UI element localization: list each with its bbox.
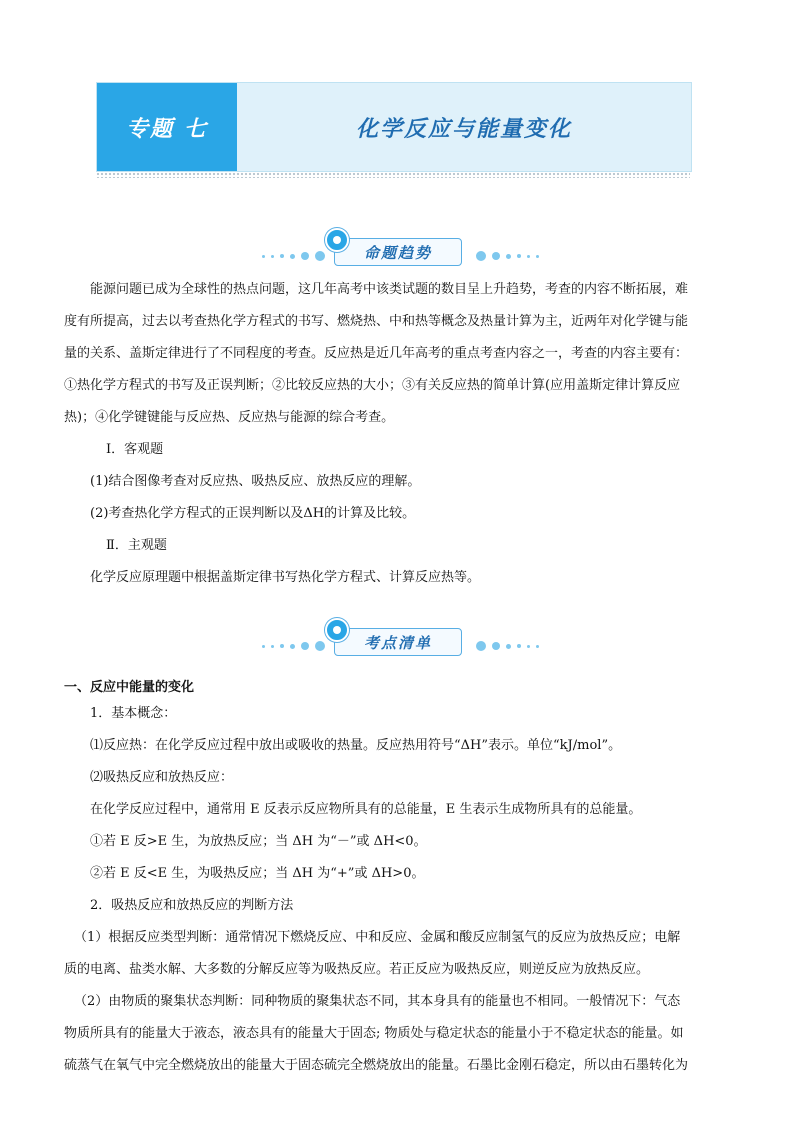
paragraph-line: ①若 E 反>E 生，为放热反应；当 ΔH 为“－”或 ΔH<0。 xyxy=(90,834,427,849)
topic-number: 专题 七 xyxy=(97,83,237,171)
right-dots-decoration xyxy=(476,250,539,262)
paragraph-line: 2．吸热反应和放热反应的判断方法 xyxy=(90,898,294,913)
eye-icon xyxy=(325,228,349,252)
paragraph-line: 质的电离、盐类水解、大多数的分解反应等为吸热反应。若正反应为吸热反应，则逆反应为放热反应。 xyxy=(64,962,650,977)
list-item: 化学反应原理题中根据盖斯定律书写热化学方程式、计算反应热等。 xyxy=(90,570,481,585)
paragraph-line: ⑴反应热：在化学反应过程中放出或吸收的热量。反应热用符号“ΔH”表示。单位“kJ/mol”。 xyxy=(90,738,622,753)
list-item: (2)考查热化学方程式的正误判断以及ΔH的计算及比较。 xyxy=(90,506,416,521)
section-header-trends xyxy=(0,228,794,272)
banner-dotted-divider xyxy=(96,172,690,178)
paragraph-line: 能源问题已成为全球性的热点问题，这几年高考中该类试题的数目呈上升趋势，考查的内容不断拓展，难 xyxy=(90,282,689,297)
subheading-subjective: Ⅱ．主观题 xyxy=(106,538,167,553)
paragraph-line: 物质所具有的能量大于液态，液态具有的能量大于固态; 物质处与稳定状态的能量小于不稳定状态的能量。如 xyxy=(64,1026,684,1041)
right-dots-decoration xyxy=(476,640,539,652)
paragraph-line: 度有所提高，过去以考查热化学方程式的书写、燃烧热、中和热等概念及热量计算为主，近两年对化学键与能 xyxy=(64,314,689,329)
paragraph-line: （2）由物质的聚集状态判断：同种物质的聚集状态不同，其本身具有的能量也不相同。一般情况下：气态 xyxy=(74,994,681,1009)
paragraph-line: 在化学反应过程中，通常用 E 反表示反应物所具有的总能量，E 生表示生成物所具有的总能量。 xyxy=(90,802,642,817)
paragraph-line: 热)；④化学键键能与反应热、反应热与能源的综合考查。 xyxy=(64,410,395,425)
topic-banner xyxy=(96,82,692,172)
paragraph-line: 1．基本概念： xyxy=(90,706,177,721)
paragraph-line: 硫蒸气在氧气中完全燃烧放出的能量大于固态硫完全燃烧放出的能量。石墨比金刚石稳定，所以由石墨转化为 xyxy=(64,1058,689,1073)
section-header-checklist xyxy=(0,618,794,662)
list-item: (1)结合图像考查对反应热、吸热反应、放热反应的理解。 xyxy=(90,474,421,489)
paragraph-line: ①热化学方程式的书写及正误判断；②比较反应热的大小；③有关反应热的简单计算(应用盖斯定律计算反应 xyxy=(64,378,681,393)
section-label: 命题趋势 xyxy=(334,238,462,266)
subheading-objective: Ⅰ．客观题 xyxy=(106,442,164,457)
page-title: 化学反应与能量变化 xyxy=(355,116,572,142)
section-label: 考点清单 xyxy=(334,628,462,656)
paragraph-line: ⑵吸热反应和放热反应： xyxy=(90,770,234,785)
left-dots-decoration xyxy=(262,250,325,262)
paragraph-line: （1）根据反应类型判断：通常情况下燃烧反应、中和反应、金属和酸反应制氢气的反应为放热反应；电解 xyxy=(74,930,681,945)
paragraph-line: ②若 E 反<E 生，为吸热反应；当 ΔH 为“+”或 ΔH>0。 xyxy=(90,866,425,881)
left-dots-decoration xyxy=(262,640,325,652)
paragraph-line: 量的关系、盖斯定律进行了不同程度的考查。反应热是近几年高考的重点考查内容之一，考查的内容主要有： xyxy=(64,346,689,361)
eye-icon xyxy=(325,618,349,642)
section-heading: 一、反应中能量的变化 xyxy=(64,680,195,695)
